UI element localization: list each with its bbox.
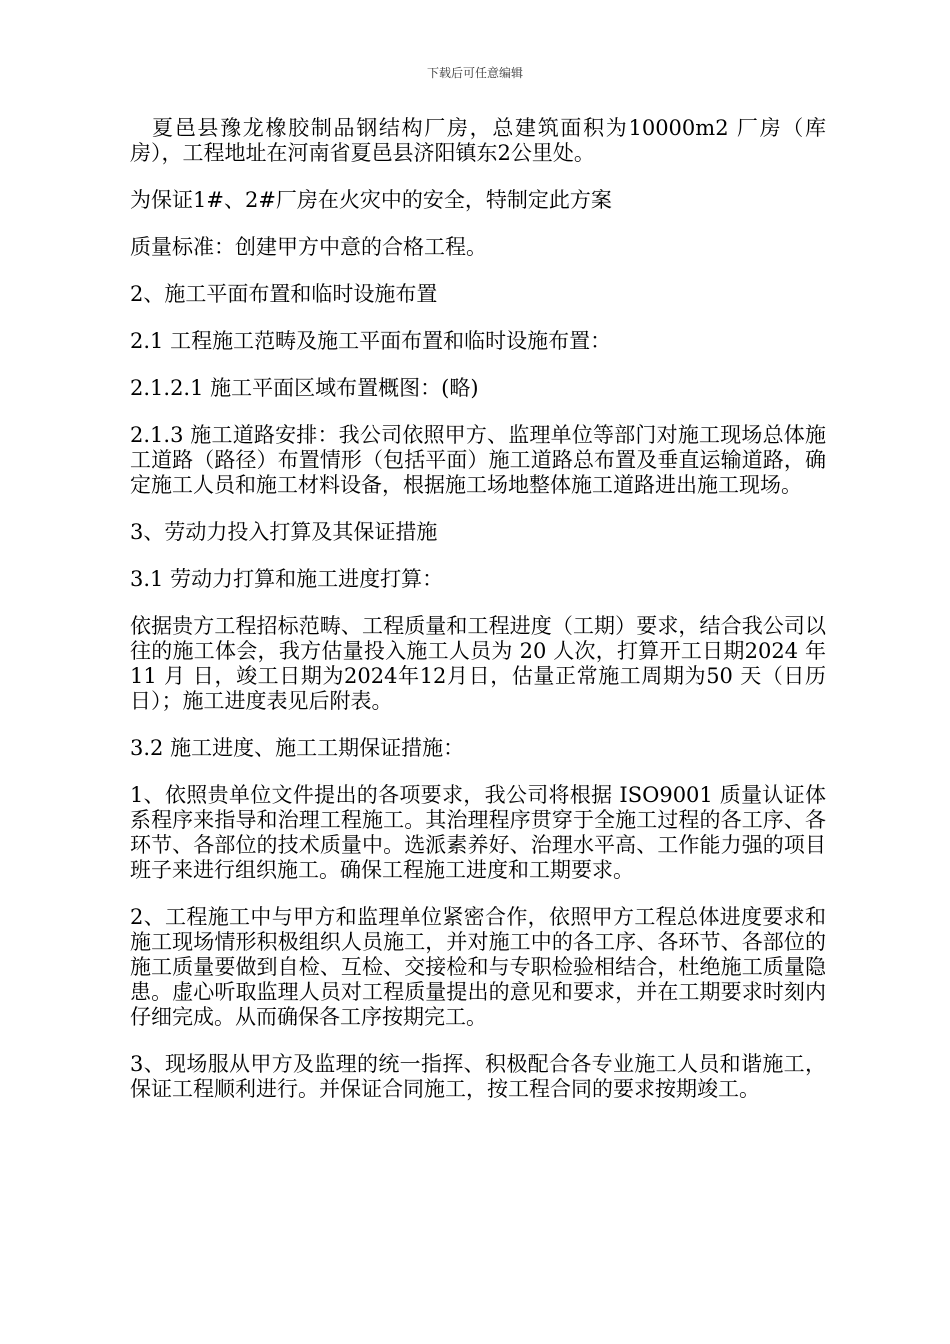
page-header: 下载后可任意编辑 [426,66,523,80]
paragraph-measure-1: 1、依照贵单位文件提出的各项要求，我公司将根据 ISO9001 质量认证体系程序来指导和治理工程施工。其治理程序贯穿于全施工过程的各工序、各环节、各部位的技术质量中。选派素养好、治理水平高、工作能力强的项目班子来进行组织施工。确保工程施工进度和工期要求。 [130,783,826,882]
paragraph-section-2-1-3: 2.1.3 施工道路安排：我公司依照甲方、监理单位等部门对施工现场总体施工道路（路径）布置情形（包括平面）施工道路总布置及垂直运输道路，确定施工人员和施工材料设备，根据施工场地整体施工道路进出施工现场。 [130,423,826,497]
paragraph-measure-3: 3、现场服从甲方及监理的统一指挥、积极配合各专业施工人员和谐施工，保证工程顺利进行。并保证合同施工，按工程合同的要求按期竣工。 [130,1052,826,1101]
heading-section-2-1: 2.1 工程施工范畴及施工平面布置和临时设施布置： [130,329,612,353]
paragraph-purpose: 为保证1#、2#厂房在火灾中的安全，特制定此方案 [130,188,612,212]
heading-section-3-1: 3.1 劳动力打算和施工进度打算： [130,567,444,591]
paragraph-measure-2: 2、工程施工中与甲方和监理单位紧密合作，依照甲方工程总体进度要求和施工现场情形积极组织人员施工，并对施工中的各工序、各环节、各部位的施工质量要做到自检、互检、交接检和与专职检验相结合，杜绝施工质量隐患。虚心听取监理人员对工程质量提出的意见和要求，并在工期要求时刻内仔细完成。从而确保各工序按期完工。 [130,905,826,1029]
heading-section-3-2: 3.2 施工进度、施工工期保证措施： [130,736,465,760]
paragraph-labor-plan: 依据贵方工程招标范畴、工程质量和工程进度（工期）要求，结合我公司以往的施工体会，我方估量投入施工人员为 20 人次，打算开工日期2024 年11 月 日，竣工日期为2024年12月日，估量正常施工周期为50 天（日历日）；施工进度表见后附表。 [130,614,826,713]
paragraph-project-overview: 夏邑县豫龙橡胶制品钢结构厂房，总建筑面积为10000m2 厂房（库房），工程地址在河南省夏邑县济阳镇东2公里处。 [130,116,826,165]
document-body [130,116,826,1124]
heading-section-2: 2、施工平面布置和临时设施布置 [130,282,438,306]
heading-section-3: 3、劳动力投入打算及其保证措施 [130,520,438,544]
paragraph-quality-standard: 质量标准：创建甲方中意的合格工程。 [130,235,487,259]
heading-section-2-1-2-1: 2.1.2.1 施工平面区域布置概图：(略) [130,376,479,400]
